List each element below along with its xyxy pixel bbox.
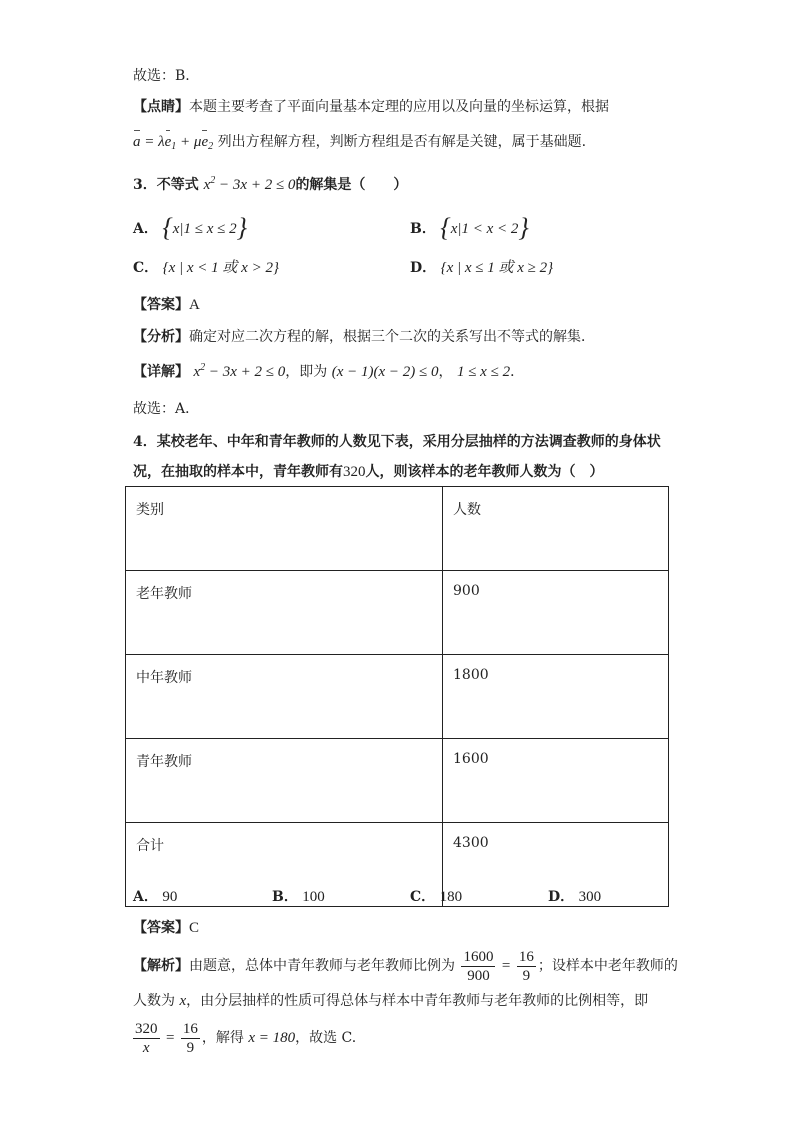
table-cell: 合计 [126, 823, 443, 907]
q4-option-b-label: B． [272, 889, 298, 905]
q4-option-b [272, 887, 325, 907]
q4-answer-value: C [189, 920, 200, 936]
q3-stem [133, 175, 407, 195]
q3-analysis-text: 确定对应二次方程的解，根据三个二次的关系写出不等式的解集． [189, 329, 595, 345]
q3-final: 故选：A． [133, 401, 200, 417]
q4-option-d-value: 300 [578, 889, 602, 905]
q4-expl-1b: ；设样本中老年教师的 [537, 958, 678, 974]
q3-option-d-label: D． [410, 260, 437, 276]
q4-stem-num: 320 [343, 464, 366, 480]
table-row [126, 655, 669, 739]
q3-inequality: $x^2 - 3x + 2 \le 0$ [203, 175, 296, 193]
q4-explanation-line1: 【解析】由题意，总体中青年教师与老年教师比例为 $\frac{1600}{900}$ = $\frac{16}{9}$ ；设样本中老年教师的 [133, 948, 678, 984]
q3-detail-factored: (x − 1)(x − 2) ≤ 0 [331, 364, 439, 380]
table-cell: 1800 [443, 655, 669, 739]
q4-option-c-value: 180 [439, 889, 463, 905]
q4-stem-pre: 况，在抽取的样本中，青年教师有 [133, 464, 343, 480]
table-cell: 青年教师 [126, 739, 443, 823]
q4-expl-1a: 由题意，总体中青年教师与老年教师比例为 [189, 958, 455, 974]
q4-answer [133, 918, 199, 938]
q4-expl-3a: ，解得 [201, 1030, 244, 1046]
prev-remark-cont [133, 132, 586, 152]
q3-option-c-label: C． [133, 260, 159, 276]
table-header-row [126, 487, 669, 571]
q3-detail-tag: 【详解】 [133, 364, 189, 380]
fraction-1600-900: $\frac{1600}{900}$ [463, 948, 494, 984]
q4-stem-text1: 某校老年、中年和青年教师的人数见下表，采用分层抽样的方法调查教师的身体状 [156, 434, 661, 450]
remark-text-cont: 列出方程解方程，判断方程组是否有解是关键，属于基础题. [217, 134, 587, 150]
q3-number: 3． [133, 177, 157, 193]
fraction-320-x: $\frac{320}{x}$ [135, 1020, 158, 1056]
q3-answer-tag: 【答案】 [133, 297, 189, 313]
table-cell: 中年教师 [126, 655, 443, 739]
q4-option-a-value: 90 [162, 889, 178, 905]
q3-answer [133, 295, 200, 315]
q4-expl-tag: 【解析】 [133, 958, 189, 974]
q4-expl-2b: ，由分层抽样的性质可得总体与样本中青年教师与老年教师的比例相等，即 [186, 993, 649, 1009]
remark-tag: 【点睛】 [133, 99, 189, 115]
q3-detail-ineq: $x^2 - 3x + 2 \le 0$ [193, 362, 286, 380]
q3-option-d [410, 258, 553, 278]
table-row [126, 571, 669, 655]
q3-detail-result: 1 ≤ x ≤ 2 [456, 364, 511, 380]
q3-stem-pre: 不等式 [156, 177, 199, 193]
q4-explanation-line2 [133, 991, 648, 1011]
q3-option-d-text: {x | x ≤ 1 或 x ≥ 2} [440, 260, 554, 276]
q3-option-b-cond: 1 < x < 2 [461, 221, 519, 237]
q3-detail: 【详解】 $x^2 - 3x + 2 \le 0$，即为 (x − 1)(x − 2) ≤ 0， 1 ≤ x ≤ 2． [133, 362, 525, 380]
q4-option-d-label: D． [548, 889, 575, 905]
fraction-16-9-b: $\frac{16}{9}$ [182, 1020, 198, 1056]
table-header-count: 人数 [443, 487, 669, 571]
q3-option-b-label: B． [410, 221, 436, 237]
q4-answer-tag: 【答案】 [133, 920, 189, 936]
table-cell: 4300 [443, 823, 669, 907]
q4-option-d [548, 887, 601, 907]
q3-option-c-text: {x | x < 1 或 x > 2} [162, 260, 279, 276]
table-cell: 900 [443, 571, 669, 655]
q4-stem-line1 [133, 432, 661, 452]
remark-text: 本题主要考查了平面向量基本定理的应用以及向量的坐标运算，根据 [189, 99, 609, 115]
fraction-16-9: $\frac{16}{9}$ [518, 948, 534, 984]
q4-var-x: x [179, 993, 187, 1009]
q3-detail-mid: ，即为 [285, 364, 328, 380]
q4-option-c-label: C． [410, 889, 436, 905]
q3-option-a-cond: 1 ≤ x ≤ 2 [183, 221, 237, 237]
q3-option-b: B． {x|1 < x < 2} [410, 213, 529, 242]
q3-option-a: A． {x|1 ≤ x ≤ 2} [133, 213, 248, 242]
q4-expl-2a: 人数为 [133, 993, 175, 1009]
q3-answer-value: A [189, 297, 200, 313]
q4-explanation-line3: $\frac{320}{x}$ = $\frac{16}{9}$ ，解得 x = 180，故选 C. [135, 1020, 357, 1056]
table-header-category: 类别 [126, 487, 443, 571]
q4-number: 4． [133, 434, 157, 450]
q3-analysis [133, 327, 595, 347]
table-row [126, 739, 669, 823]
q4-solution: x = 180 [248, 1030, 296, 1046]
table-cell: 1600 [443, 739, 669, 823]
q4-stem-post: 人，则该样本的老年教师人数为（ ） [365, 464, 604, 480]
q4-option-b-value: 100 [302, 889, 325, 905]
q4-option-a [133, 887, 177, 907]
q3-analysis-tag: 【分析】 [133, 329, 189, 345]
vector-equation: $a = \lambda e_1 + \mu e_2$ [133, 134, 214, 152]
q4-option-c [410, 887, 462, 907]
q3-option-a-label: A． [133, 221, 158, 237]
q4-option-a-label: A． [133, 889, 158, 905]
q3-stem-post: 的解集是（ ） [295, 177, 408, 193]
teacher-table [125, 486, 669, 907]
prev-remark [133, 97, 609, 117]
q3-option-c [133, 258, 279, 278]
q4-expl-3b: ，故选 C. [295, 1030, 357, 1046]
table-cell: 老年教师 [126, 571, 443, 655]
prev-final-choice: 故选：B. [133, 68, 190, 84]
q4-stem-line2 [133, 462, 604, 482]
